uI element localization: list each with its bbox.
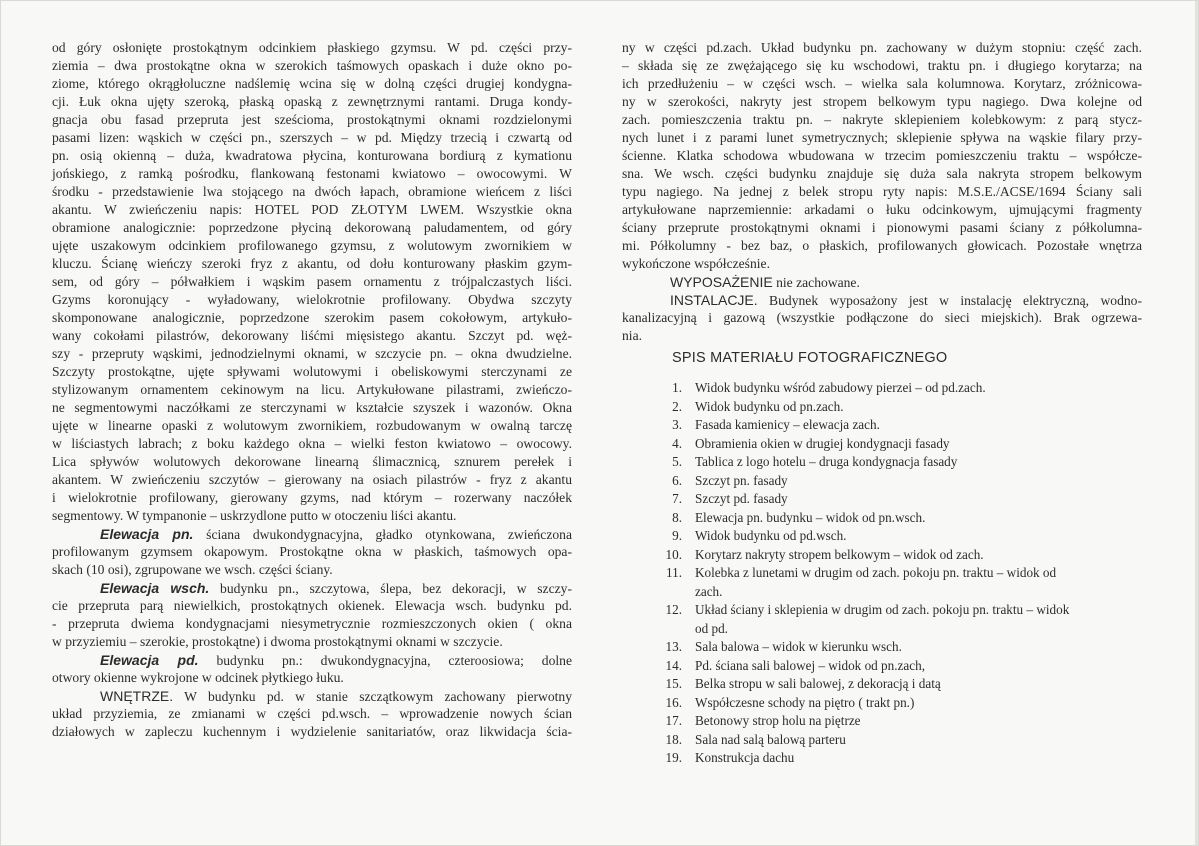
text-line: sna. We wsch. części budynku znajduje się duża sala nakryta stropem belkowym — [622, 166, 1142, 181]
photo-list-item — [622, 472, 1142, 491]
photo-item-title: Korytarz nakryty stropem belkowym – widok od zach. — [695, 546, 984, 562]
text-line: cji. Łuk okna ujęty szeroką, płaską opaską z zewnętrznymi rantami. Druga kondy- — [52, 94, 572, 109]
right-text-column — [622, 39, 1142, 768]
text-line: ścienne. Klatka schodowa wbudowana w trzecim pomieszczeniu traktu – współcze- — [622, 148, 1142, 163]
interior-heading: WNĘTRZE. — [100, 688, 174, 704]
photo-list-item — [622, 490, 1142, 509]
text-line: działowych w zapleczu kuchennym i wydzielenie sanitariatów, oraz likwidacja ścia- — [52, 724, 572, 739]
photo-item-number: 10. — [665, 546, 682, 562]
photo-list-item — [622, 398, 1142, 417]
text-line: pasami lizen: wąskich w części pn., szerszych – w pd. Między trzecią i czwartą od — [52, 130, 572, 145]
text-line: Elewacja pd. budynku pn.: dwukondygnacyjna, czteroosiowa; dolne — [100, 652, 572, 668]
photo-item-number: 11. — [666, 565, 682, 580]
text-line: i wielokrotnie profilowany, gierowany gzyms, nad którym – rozerwany naczółek — [52, 490, 572, 505]
text-line: zach. pomieszczenia traktu pn. – nakryte sklepieniem kolebkowym: z parą stycz- — [622, 112, 1142, 127]
photo-item-number: 18. — [665, 731, 682, 747]
text-line: środku - przedstawienie lwa stojącego na dwóch łapach, obramione wieńcem z liści — [52, 184, 572, 199]
photo-item-title: Szczyt pn. fasady — [695, 472, 788, 488]
text-line: skomponowane analogicznie, poprzedzone szerokim pasem cokołowym, artykuło- — [52, 310, 572, 325]
text-line: profilowanym gzymsem okapowym. Prostokątne okna w płaskich, taśmowych opa- — [52, 544, 572, 559]
east-elevation-paragraph — [52, 579, 572, 651]
photo-item-title: Elewacja pn. budynku – widok od pn.wsch. — [695, 509, 926, 525]
photo-item-number: 12. — [665, 602, 682, 617]
text-line: ne segmentowymi naczółkami ze sterczynami w kształcie szyszek i wazonów. Okna — [52, 400, 572, 415]
photo-item-number: 7. — [672, 491, 682, 506]
photo-list-item — [622, 435, 1142, 454]
equipment-paragraph — [622, 273, 1142, 291]
photo-item-title: Belka stropu w sali balowej, z dekoracją i datą — [695, 676, 941, 691]
photo-item-number: 1. — [672, 380, 682, 395]
south-elevation-paragraph — [52, 651, 572, 687]
text-line: skach (10 osi), zgrupowane we wsch. części ściany. — [52, 562, 333, 577]
text-line: kluczu. Ścianę wieńczy szeroki fryz z akantu, od dołu konturowany płaskim gzym- — [52, 256, 572, 271]
photo-list-item — [622, 749, 1142, 768]
text-line: wany cokołami pilastrów, dekorowany liśćmi mięsistego akantu. Szczyt pd. węż- — [52, 328, 572, 343]
photo-item-number: 13. — [665, 639, 682, 654]
photo-item-title: Pd. ściana sali balowej – widok od pn.zach, — [695, 657, 925, 673]
photo-item-title: Układ ściany i sklepienia w drugim od zach. pokoju pn. traktu – widok od pd. — [695, 602, 1070, 636]
text-line: gnacja obu fasad przepruta jest sześcioma, prostokątnymi oknami rozdzielonymi — [52, 112, 572, 127]
text-line: Elewacja pn. ściana dwukondygnacyjna, gładko otynkowana, zwieńczona — [100, 526, 572, 542]
interior-paragraph — [52, 687, 572, 741]
text-line: ujęte w linearne opaski z wolutowym zwornikiem, rozbudowanym w owalną tarczę — [52, 418, 572, 433]
text-line: Szczyty prostokątne, ujęte spływami wolutowymi i obeliskowymi sterczynami ze — [52, 364, 572, 379]
photo-list-item — [622, 694, 1142, 713]
text-line: ściany przeprute prostokątnymi oknami i pionowymi pasami ściany z półkolumna- — [622, 220, 1142, 235]
south-elevation-heading: Elewacja pd. — [100, 652, 199, 668]
text-line: wykończone współcześnie. — [622, 256, 770, 271]
text-line: Elewacja wsch. budynku pn., szczytowa, ślepa, bez dekoracji, w szczy- — [100, 580, 572, 596]
text-line: mi. Półkolumny - bez baz, o płaskich, profilowanych głowicach. Pozostałe wnętrza — [622, 238, 1142, 253]
photo-item-title: Widok budynku od pn.zach. — [695, 398, 844, 414]
text-line: ujęte uszakowym odcinkiem profilowanego gzymsu, z wolutowym zwornikiem w — [52, 238, 572, 253]
text-line: w liściastych labrach; z boku każdego okna – wielki feston kwiatowo – owocowy. — [52, 436, 572, 451]
photo-item-title: Tablica z logo hotelu – druga kondygnacja fasady — [695, 454, 958, 469]
text-line: od góry osłonięte prostokątnym odcinkiem płaskiego gzymsu. W pd. części przy- — [52, 40, 572, 55]
text-line: ziemia – dwa prostokątne okna w szerokich taśmowych opaskach i duże okno po- — [52, 58, 572, 73]
text-line: typu nagiego. Na jednej z belek stropu ryty napis: M.S.E./ACSE/1694 Ściany sali — [622, 184, 1142, 199]
text-line: ny w części pd.zach. Układ budynku pn. zachowany w dużym stopniu: część zach. — [622, 40, 1142, 55]
text-line: artykułowane naprzemiennie: arkadami o łuku odcinkowym, ujmującymi fragmenty — [622, 202, 1142, 217]
north-elevation-paragraph — [52, 525, 572, 579]
text-line: układ przyziemia, ze zmianami w części pd.wsch. – wprowadzenie nowych ścian — [52, 706, 572, 721]
text-line: segmentowy. W tympanonie – uskrzydlone putto w otoczeniu liści akantu. — [52, 508, 457, 523]
photo-item-number: 3. — [672, 417, 682, 432]
text-line: WYPOSAŻENIE nie zachowane. — [670, 274, 860, 290]
photo-item-title: Widok budynku od pd.wsch. — [695, 528, 847, 543]
photo-item-number: 17. — [665, 713, 682, 728]
photo-list-item — [622, 379, 1142, 398]
text-line: - przepruta dwiema kondygnacjami niesymetrycznie rozmieszczonych okien ( okna — [52, 616, 572, 631]
photo-item-number: 14. — [665, 657, 682, 673]
installations-heading: INSTALACJE. — [670, 292, 758, 308]
photo-list-item — [622, 638, 1142, 657]
photo-list-item — [622, 601, 1142, 638]
photo-item-title: Fasada kamienicy – elewacja zach. — [695, 417, 880, 432]
photo-item-number: 9. — [672, 528, 682, 543]
text-line: nych lunet i z parami lunet symetrycznych; sklepienie spływa na wąskie filary przy- — [622, 130, 1142, 145]
photo-item-number: 19. — [665, 750, 682, 765]
text-line: ich przedłużeniu – w części wsch. – wielka sala kolumnowa. Korytarz, zróżnicowa- — [622, 76, 1142, 91]
photo-item-title: Betonowy strop holu na piętrze — [695, 713, 861, 728]
text-line: kanalizacyjną i gazową (wszystkie podłączone do sieci miejskich). Brak ogrzewa- — [622, 310, 1142, 325]
text-line: w przyziemiu – szerokie, prostokątne) i dwoma prostokątnymi oknami w szczycie. — [52, 634, 503, 649]
photo-item-title: Szczyt pd. fasady — [695, 491, 788, 506]
photo-list-item — [622, 509, 1142, 528]
equipment-heading: WYPOSAŻENIE — [670, 274, 773, 290]
interior-continued-paragraph — [622, 39, 1142, 273]
photo-item-number: 5. — [672, 454, 682, 469]
east-elevation-heading: Elewacja wsch. — [100, 580, 210, 596]
photo-item-number: 4. — [672, 435, 682, 451]
photo-list-item — [622, 731, 1142, 750]
north-elevation-heading: Elewacja pn. — [100, 526, 194, 542]
photo-item-title: Współczesne schody na piętro ( trakt pn.) — [695, 694, 915, 710]
photo-item-title: Sala balowa – widok w kierunku wsch. — [695, 639, 902, 654]
photo-list-item — [622, 675, 1142, 694]
photo-list-item — [622, 657, 1142, 676]
photo-list-item — [622, 453, 1142, 472]
photo-list-heading: SPIS MATERIAŁU FOTOGRAFICZNEGO — [672, 350, 948, 366]
photo-item-number: 16. — [665, 694, 682, 710]
photo-list-item — [622, 564, 1142, 601]
photo-item-title: Widok budynku wśród zabudowy pierzei – od pd.zach. — [695, 380, 986, 395]
text-line: WNĘTRZE. W budynku pd. w stanie szczątkowym zachowany pierwotny — [100, 688, 572, 704]
text-line: – składa się ze zwężającego się ku wschodowi, traktu pn. i długiego korytarza; na — [622, 58, 1142, 73]
photo-list — [622, 379, 1142, 768]
photo-item-number: 15. — [665, 676, 682, 691]
spacer — [622, 371, 1142, 379]
text-line: Gzyms koronujący - wyładowany, wielokrotnie profilowany. Obydwa szczyty — [52, 292, 572, 307]
text-line: INSTALACJE. Budynek wyposażony jest w instalację elektryczną, wodno- — [670, 292, 1142, 308]
photo-item-title: Kolebka z lunetami w drugim od zach. pokoju pn. traktu – widok od zach. — [695, 565, 1057, 599]
text-line: akantu. W zwieńczeniu napis: HOTEL POD ZŁOTYM LWEM. Wszystkie okna — [52, 202, 572, 217]
text-line: szy - przepruty wąskimi, jednodzielnymi oknami, w szczycie pn. – okna dwudzielne. — [52, 346, 572, 361]
text-line: pn. osią okienną – duża, kwadratowa płycina, konturowana bordiurą z kymationu — [52, 148, 572, 163]
text-line: obramione analogicznie: poprzedzone płyciną dekorowaną paludamentem, od góry — [52, 220, 572, 235]
installations-paragraph — [622, 291, 1142, 345]
photo-item-number: 8. — [672, 509, 682, 525]
photo-list-item — [622, 712, 1142, 731]
text-line: sem, od góry – półwałkiem i wąskim pasem ornamentu z trójpalczastych liści. — [52, 274, 572, 289]
text-line: Lica spływów wolutowych dekorowane linearną ślimacznicą, sznurem perełek i — [52, 454, 572, 469]
photo-item-title: Konstrukcja dachu — [695, 750, 795, 765]
text-line: otwory okienne wykrojone w odcinek płytkiego łuku. — [52, 670, 344, 685]
photo-list-item — [622, 546, 1142, 565]
photo-list-item — [622, 527, 1142, 546]
photo-item-title: Obramienia okien w drugiej kondygnacji fasady — [695, 435, 950, 451]
photo-item-number: 6. — [672, 472, 682, 488]
text-line: ziome, którego okrągłoluczne nadślemię wcina się w dolną części drugiej kondygna- — [52, 76, 572, 91]
text-line: jońskiego, z ramką pośrodku, flankowaną festonami kwiatowo – owocowymi. W — [52, 166, 572, 181]
facade-description-paragraph — [52, 39, 572, 525]
text-line: cie przepruta parą niewielkich, prostokątnych okienek. Elewacja wsch. budynku pd. — [52, 598, 572, 613]
text-line: ny w szerokości, nakryty jest stropem belkowym typu nagiego. Dwa kolejne od — [622, 94, 1142, 109]
photo-item-title: Sala nad salą balową parteru — [695, 731, 846, 747]
text-line: akantem. W zwieńczeniu szczytów – gierowany na osiach pilastrów - fryz z akantu — [52, 472, 572, 487]
photo-list-item — [622, 416, 1142, 435]
photo-item-number: 2. — [672, 398, 682, 414]
text-line: nia. — [622, 328, 643, 343]
left-text-column — [52, 39, 572, 741]
text-line: stylizowanym ornamentem cekinowym na licu. Artykułowane pilastrami, zwieńczo- — [52, 382, 572, 397]
